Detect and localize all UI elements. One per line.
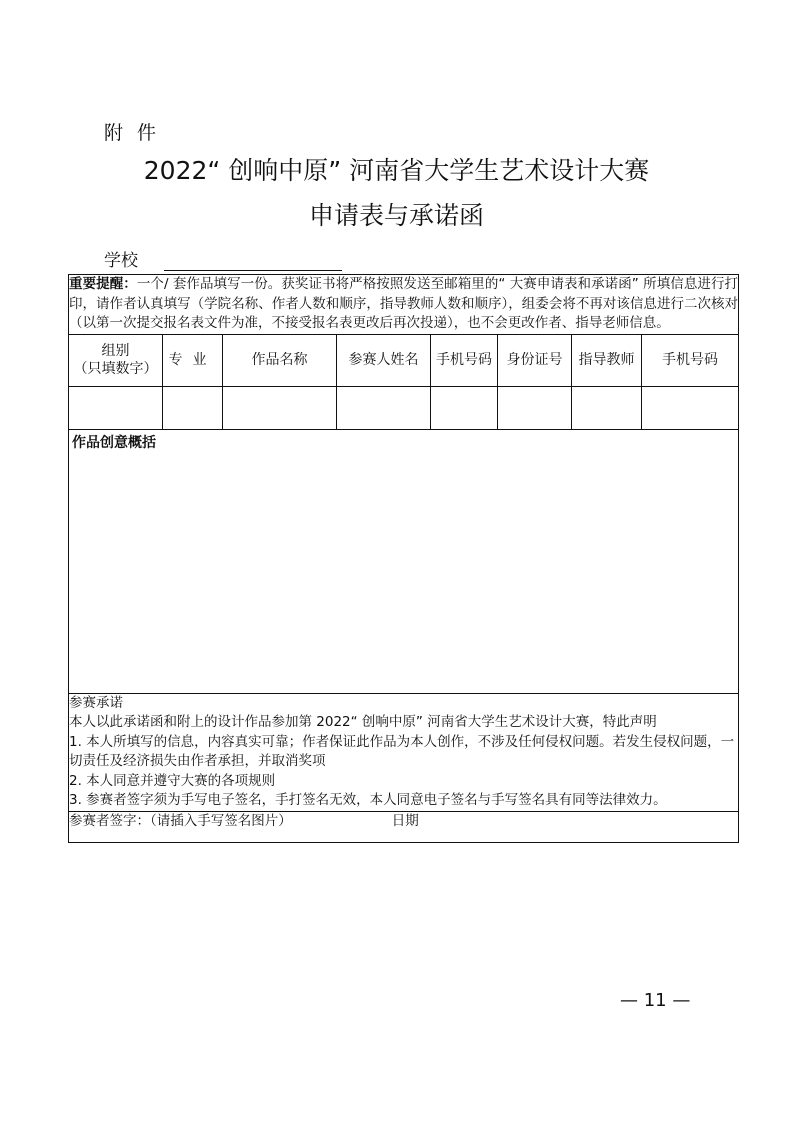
header-id-number: 身份证号 — [498, 334, 572, 386]
header-participant-name: 参赛人姓名 — [337, 334, 431, 386]
cell-work-name[interactable] — [223, 386, 337, 429]
attachment-label: 附件 — [104, 122, 171, 144]
pledge-item-1: 1. 本人所填写的信息，内容真实可靠；作者保证此作品为本人创作，不涉及任何侵权问题。若发生侵权问题，一切责任及经济损失由作者承担，并取消奖项 — [69, 733, 735, 769]
header-major: 专业 — [163, 334, 223, 386]
header-advisor-phone: 手机号码 — [642, 334, 739, 386]
notice-text: 一个/ 套作品填写一份。获奖证书将严格按照发送至邮箱里的“ 大赛申请表和承诺函” 所填信息进行打印，请作者认真填写（学院名称、作者人数和顺序，指导教师人数和顺序），组委会将不再对该信息进行二次核对（以第一次提交报名表文件为准，不接受报名表更改后再次投递），也不会更改作者、指导老师信息。 — [69, 276, 739, 331]
table-header-row — [69, 334, 739, 386]
cell-advisor[interactable] — [572, 386, 642, 429]
cell-id-number[interactable] — [498, 386, 572, 429]
header-group — [69, 334, 163, 386]
header-group-label: 组别 — [101, 343, 130, 359]
header-advisor: 指导教师 — [572, 334, 642, 386]
header-phone: 手机号码 — [431, 334, 498, 386]
signature-label: 参赛者签字：（请插入手写签名图片） — [69, 812, 292, 829]
school-label: 学校 — [104, 251, 138, 271]
cell-participant-name[interactable] — [337, 386, 431, 429]
cell-advisor-phone[interactable] — [642, 386, 739, 429]
cell-phone[interactable] — [431, 386, 498, 429]
header-group-note: （只填数字） — [73, 361, 158, 377]
pledge-intro: 本人以此承诺函和附上的设计作品参加第 2022“ 创响中原” 河南省大学生艺术设计大赛，特此声明 — [69, 714, 657, 730]
pledge-item-2: 2. 本人同意并遵守大赛的各项规则 — [69, 772, 276, 789]
application-form-table — [68, 274, 739, 843]
document-subtitle: 申请表与承诺函 — [308, 201, 484, 230]
school-field[interactable] — [104, 246, 342, 271]
creative-summary-cell[interactable] — [69, 429, 739, 693]
table-row — [69, 386, 739, 429]
school-input-line[interactable] — [164, 252, 342, 271]
pledge-title: 参赛承诺 — [69, 694, 123, 711]
notice-label: 重要提醒： — [69, 276, 137, 292]
signature-cell[interactable] — [69, 811, 739, 842]
header-work-name: 作品名称 — [223, 334, 337, 386]
pledge-cell — [69, 693, 739, 811]
notice-cell — [69, 275, 739, 335]
document-title: 2022“ 创响中原” 河南省大学生艺术设计大赛 — [143, 156, 650, 185]
cell-major[interactable] — [163, 386, 223, 429]
cell-group[interactable] — [69, 386, 163, 429]
page-number: — 11 — — [620, 990, 691, 1011]
date-label: 日期 — [391, 812, 419, 829]
creative-summary-label: 作品创意概括 — [72, 434, 156, 451]
pledge-item-3: 3. 参赛者签字须为手写电子签名，手打签名无效，本人同意电子签名与手写签名具有同等法律效力。 — [69, 792, 667, 808]
